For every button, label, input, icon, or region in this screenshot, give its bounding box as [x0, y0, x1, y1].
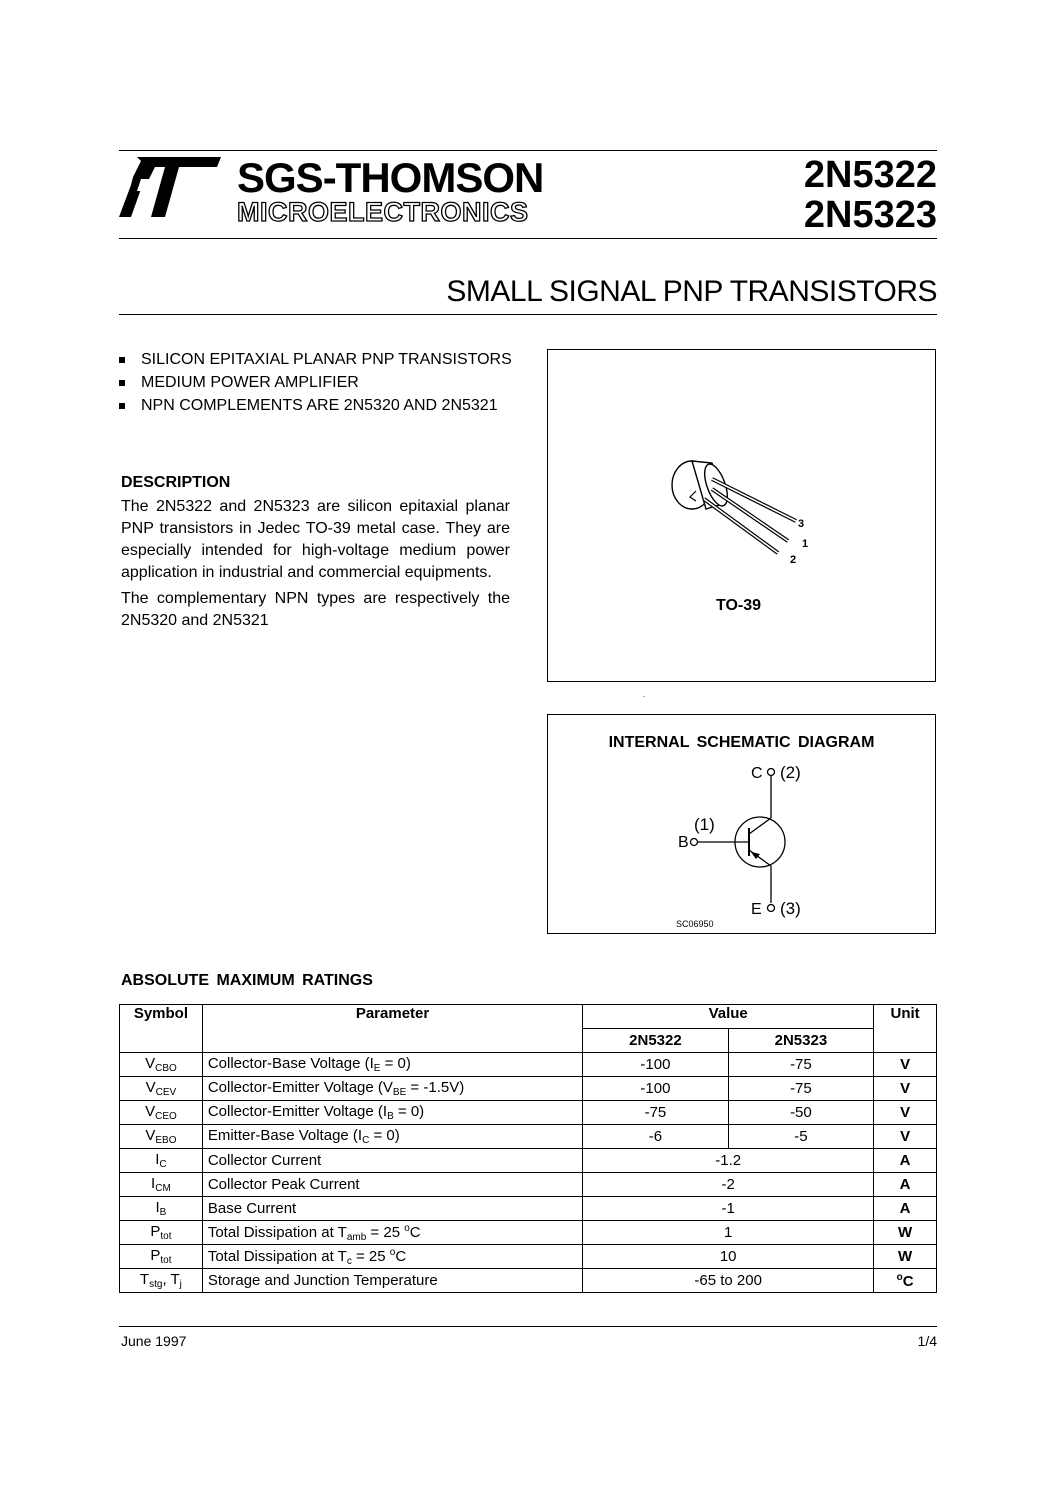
value-cell	[583, 1149, 874, 1173]
description-paragraph: The 2N5322 and 2N5323 are silicon epitaxial planar PNP transistors in Jedec TO-39 metal case. They are especially intended for high-voltage medium power application in industrial and commercial equipments.	[121, 498, 510, 581]
symbol-subscript: stg	[149, 1279, 163, 1290]
unit-text: V	[900, 1128, 911, 1145]
parameter-subscript: C	[362, 1135, 370, 1146]
symbol-text: V	[145, 1055, 156, 1072]
base-pin: (1)	[694, 815, 715, 834]
base-terminal-icon	[691, 839, 698, 846]
emitter-pin: (3)	[780, 899, 801, 918]
unit-cell	[874, 1173, 937, 1197]
table-row	[120, 1125, 937, 1149]
symbol-cell	[120, 1245, 203, 1269]
to39-package-drawing	[660, 455, 820, 575]
parameter-text: = -1.5V)	[406, 1079, 465, 1096]
package-label: TO-39	[716, 597, 762, 614]
base-label: B	[678, 834, 689, 851]
unit-text: C	[902, 1272, 914, 1290]
symbol-text: I	[155, 1199, 160, 1216]
table-row	[120, 1245, 937, 1269]
document-title: SMALL SIGNAL PNP TRANSISTORS	[446, 275, 937, 308]
symbol-subscript: j	[179, 1279, 182, 1290]
parameter-superscript: o	[389, 1246, 396, 1258]
emitter-terminal-icon	[768, 905, 775, 912]
unit-cell	[874, 1101, 937, 1125]
parameter-text: Total Dissipation at T	[207, 1247, 347, 1265]
footer-page-number: 1/4	[917, 1333, 937, 1349]
value-text: -75	[790, 1056, 812, 1073]
value-text: 1	[724, 1224, 733, 1241]
parameter-text: C	[409, 1223, 421, 1241]
value-text: -6	[648, 1128, 663, 1145]
parameter-cell	[202, 1245, 582, 1269]
unit-text: V	[900, 1104, 911, 1121]
value-cell	[583, 1173, 874, 1197]
col-part-a: 2N5322	[583, 1029, 728, 1053]
parameter-text: Collector-Emitter Voltage (V	[207, 1079, 393, 1096]
col-part-b: 2N5323	[728, 1029, 873, 1053]
value-cell	[583, 1221, 874, 1245]
value-text: -5	[794, 1128, 808, 1145]
ratings-table	[119, 1004, 937, 1293]
parameter-cell	[202, 1221, 582, 1245]
brand-subtitle: MICROELECTRONICS	[237, 197, 529, 227]
part-number-2: 2N5323	[803, 194, 937, 236]
symbol-subscript: tot	[160, 1255, 172, 1266]
symbol-text: T	[139, 1271, 150, 1288]
unit-cell	[874, 1197, 937, 1221]
symbol-text: V	[145, 1079, 156, 1096]
parameter-text: C	[395, 1247, 407, 1265]
header-top-rule	[119, 150, 937, 151]
description-body	[121, 496, 510, 636]
col-value: Value	[583, 1005, 874, 1029]
parameter-text: Collector-Base Voltage (I	[207, 1055, 374, 1072]
symbol-text: I	[155, 1151, 160, 1168]
value-text: 10	[719, 1248, 737, 1265]
bullet-icon	[119, 380, 125, 386]
value-text: -50	[790, 1104, 812, 1121]
schematic-title: INTERNAL SCHEMATIC DIAGRAM	[608, 734, 875, 751]
bullet-icon	[119, 357, 125, 363]
parameter-text: Collector-Emitter Voltage (I	[207, 1103, 388, 1120]
unit-text: A	[899, 1152, 911, 1169]
parameter-text: = 0)	[380, 1055, 411, 1072]
value-text: -100	[640, 1056, 671, 1073]
parameter-cell	[202, 1197, 582, 1221]
parameter-text: = 0)	[393, 1103, 425, 1120]
symbol-subscript: CM	[155, 1183, 171, 1194]
parameter-cell	[202, 1125, 582, 1149]
parameter-cell	[202, 1269, 582, 1293]
unit-text: A	[899, 1176, 911, 1193]
pin-label-2: 2	[790, 554, 797, 566]
table-row	[120, 1101, 937, 1125]
feature-text: MEDIUM POWER AMPLIFIER	[141, 374, 359, 391]
table-row	[120, 1053, 937, 1077]
value-text: -100	[640, 1080, 671, 1097]
parameter-text: = 25	[351, 1247, 390, 1265]
value-cell-2n5323	[728, 1053, 873, 1077]
parameter-text: Total Dissipation at T	[207, 1223, 347, 1241]
symbol-subscript: CEO	[155, 1111, 177, 1122]
parameter-text: Base Current	[207, 1200, 297, 1217]
pin-label-3: 3	[798, 518, 805, 530]
unit-text: V	[900, 1080, 911, 1097]
value-text: -75	[790, 1080, 812, 1097]
value-cell-2n5322	[583, 1101, 728, 1125]
parameter-subscript: E	[373, 1063, 381, 1074]
unit-cell	[874, 1269, 937, 1293]
schematic-code: SC06950	[676, 919, 714, 929]
parameter-text: Emitter-Base Voltage (I	[207, 1127, 363, 1144]
symbol-subscript: CBO	[155, 1063, 177, 1074]
value-cell	[583, 1269, 874, 1293]
value-text: -2	[721, 1176, 735, 1193]
pin-label-1: 1	[802, 538, 809, 550]
parameter-cell	[202, 1053, 582, 1077]
symbol-cell	[120, 1125, 203, 1149]
part-number-1: 2N5322	[803, 154, 937, 196]
value-cell-2n5323	[728, 1101, 873, 1125]
description-heading: DESCRIPTION	[121, 474, 231, 491]
parameter-text: Collector Current	[207, 1152, 322, 1169]
brand-name: SGS-THOMSON	[237, 154, 544, 201]
header-bottom-rule	[119, 238, 937, 239]
feature-text: SILICON EPITAXIAL PLANAR PNP TRANSISTORS	[141, 351, 512, 368]
table-row	[120, 1197, 937, 1221]
title-rule	[119, 314, 937, 315]
value-cell-2n5322	[583, 1125, 728, 1149]
symbol-cell	[120, 1101, 203, 1125]
footer-rule	[119, 1326, 937, 1327]
value-cell	[583, 1245, 874, 1269]
value-cell-2n5323	[728, 1125, 873, 1149]
symbol-subscript: B	[159, 1207, 167, 1218]
table-row	[120, 1173, 937, 1197]
symbol-cell	[120, 1053, 203, 1077]
symbol-cell	[120, 1173, 203, 1197]
col-symbol: Symbol	[120, 1005, 203, 1053]
description-paragraph: The complementary NPN types are respectively the 2N5320 and 2N5321	[121, 590, 510, 629]
symbol-text: V	[145, 1127, 156, 1144]
feature-item	[119, 395, 519, 417]
parameter-text: Storage and Junction Temperature	[207, 1272, 438, 1289]
value-text: -75	[644, 1104, 667, 1121]
symbol-text: P	[150, 1223, 161, 1240]
emitter-label: E	[751, 901, 762, 918]
parameter-cell	[202, 1149, 582, 1173]
collector-pin: (2)	[780, 763, 801, 782]
stray-mark: .	[643, 690, 646, 699]
collector-terminal-icon	[768, 769, 775, 776]
unit-cell	[874, 1245, 937, 1269]
unit-cell	[874, 1149, 937, 1173]
symbol-cell	[120, 1221, 203, 1245]
unit-text: V	[900, 1056, 911, 1073]
table-row	[120, 1269, 937, 1293]
feature-item	[119, 372, 519, 394]
parameter-subscript: B	[387, 1111, 394, 1122]
value-cell-2n5322	[583, 1053, 728, 1077]
symbol-text: P	[150, 1247, 161, 1264]
bullet-icon	[119, 403, 125, 409]
value-cell-2n5323	[728, 1077, 873, 1101]
ratings-heading: ABSOLUTE MAXIMUM RATINGS	[121, 972, 373, 989]
parameter-cell	[202, 1173, 582, 1197]
symbol-cell	[120, 1077, 203, 1101]
unit-text: W	[897, 1224, 913, 1241]
feature-list	[119, 349, 519, 418]
symbol-text: V	[145, 1103, 156, 1120]
parameter-subscript: c	[346, 1255, 352, 1267]
unit-superscript: o	[896, 1271, 903, 1283]
parameter-subscript: amb	[346, 1231, 367, 1243]
footer-date: June 1997	[121, 1333, 187, 1349]
parameter-text: = 25	[366, 1223, 405, 1241]
value-text: -1	[721, 1200, 735, 1217]
collector-label: C	[751, 765, 763, 782]
symbol-cell	[120, 1149, 203, 1173]
unit-text: A	[899, 1200, 911, 1217]
feature-item	[119, 349, 519, 371]
col-parameter: Parameter	[202, 1005, 582, 1053]
unit-cell	[874, 1125, 937, 1149]
value-text: -1.2	[715, 1152, 742, 1169]
symbol-subscript: EBO	[155, 1135, 177, 1146]
col-unit: Unit	[874, 1005, 937, 1053]
parameter-text: = 0)	[369, 1127, 400, 1144]
symbol-text: I	[151, 1175, 156, 1192]
value-cell-2n5322	[583, 1077, 728, 1101]
parameter-text: Collector Peak Current	[207, 1176, 360, 1193]
table-row	[120, 1221, 937, 1245]
table-header-row	[120, 1005, 937, 1029]
parameter-subscript: BE	[392, 1087, 407, 1098]
symbol-subscript: C	[159, 1159, 167, 1170]
parameter-cell	[202, 1101, 582, 1125]
symbol-subscript: tot	[160, 1231, 172, 1242]
unit-cell	[874, 1053, 937, 1077]
value-text: -65 to 200	[694, 1272, 762, 1289]
parameter-superscript: o	[404, 1222, 410, 1234]
st-logo-icon	[119, 157, 221, 217]
ratings-body	[120, 1053, 937, 1293]
feature-text: NPN COMPLEMENTS ARE 2N5320 AND 2N5321	[141, 397, 498, 414]
value-cell	[583, 1197, 874, 1221]
symbol-text: , T	[162, 1271, 180, 1288]
unit-cell	[874, 1077, 937, 1101]
symbol-cell	[120, 1197, 203, 1221]
unit-text: W	[897, 1248, 913, 1265]
unit-cell	[874, 1221, 937, 1245]
parameter-cell	[202, 1077, 582, 1101]
table-row	[120, 1149, 937, 1173]
symbol-subscript: CEV	[155, 1087, 177, 1098]
pnp-transistor-schematic	[668, 758, 828, 923]
symbol-cell	[120, 1269, 203, 1293]
table-row	[120, 1077, 937, 1101]
